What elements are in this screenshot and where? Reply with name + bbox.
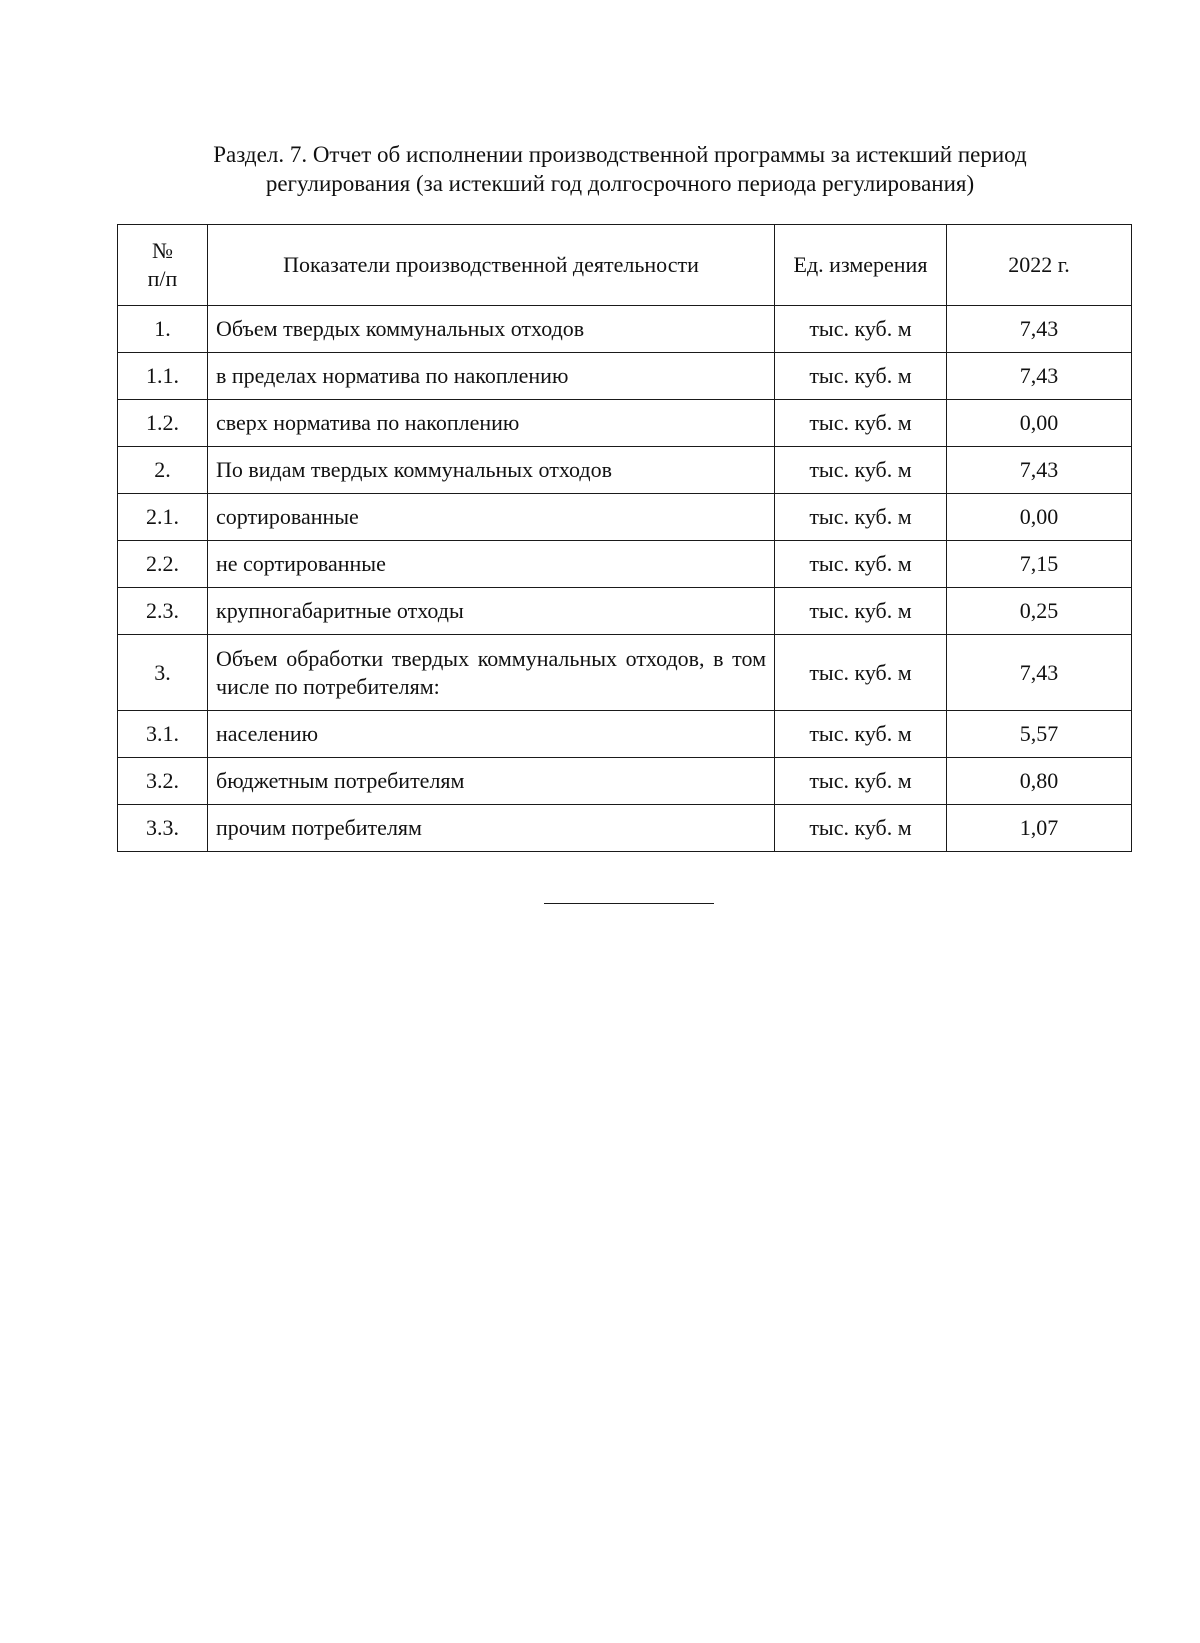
table-row [118,805,1132,852]
row-indicator: населению [208,711,775,758]
row-unit: тыс. куб. м [775,494,947,541]
table-row [118,494,1132,541]
header-indicator: Показатели производственной деятельности [208,225,775,306]
table-row [118,353,1132,400]
row-number: 3.2. [118,758,208,805]
row-number: 1.2. [118,400,208,447]
table-row [118,758,1132,805]
row-indicator: крупногабаритные отходы [208,588,775,635]
row-indicator: По видам твердых коммунальных отходов [208,447,775,494]
row-indicator: прочим потребителям [208,805,775,852]
row-indicator: Объем твердых коммунальных отходов [208,306,775,353]
row-value: 7,43 [947,635,1132,711]
row-value: 7,43 [947,447,1132,494]
row-value: 0,00 [947,400,1132,447]
row-unit: тыс. куб. м [775,400,947,447]
production-program-table [117,224,1132,852]
row-unit: тыс. куб. м [775,447,947,494]
row-unit: тыс. куб. м [775,353,947,400]
row-unit: тыс. куб. м [775,805,947,852]
end-of-document-rule [544,903,714,904]
row-value: 7,15 [947,541,1132,588]
document-title [150,140,1090,198]
row-value: 5,57 [947,711,1132,758]
row-number: 2.3. [118,588,208,635]
header-number [118,225,208,306]
row-value: 0,25 [947,588,1132,635]
document-title-line-2: регулирования (за истекший год долгосрочного периода регулирования) [265,171,975,196]
row-unit: тыс. куб. м [775,306,947,353]
row-value: 1,07 [947,805,1132,852]
row-unit: тыс. куб. м [775,635,947,711]
row-indicator: в пределах норматива по накоплению [208,353,775,400]
row-number: 3. [118,635,208,711]
row-indicator: Объем обработки твердых коммунальных отходов, в том числе по потребителям: [208,635,775,711]
row-value: 0,00 [947,494,1132,541]
table-row [118,588,1132,635]
table-row [118,635,1132,711]
header-number-sign: № [152,238,173,263]
row-indicator: не сортированные [208,541,775,588]
table-header-row [118,225,1132,306]
document-title-line-1: Раздел. 7. Отчет об исполнении производственной программы за истекший период [213,142,1027,167]
table-row [118,711,1132,758]
row-unit: тыс. куб. м [775,758,947,805]
row-number: 2. [118,447,208,494]
row-number: 2.1. [118,494,208,541]
table-row [118,306,1132,353]
row-unit: тыс. куб. м [775,588,947,635]
row-number: 3.1. [118,711,208,758]
row-number: 3.3. [118,805,208,852]
row-unit: тыс. куб. м [775,541,947,588]
table-row [118,541,1132,588]
header-number-pp: п/п [147,266,178,291]
row-unit: тыс. куб. м [775,711,947,758]
row-indicator: сортированные [208,494,775,541]
table-row [118,400,1132,447]
row-indicator: сверх норматива по накоплению [208,400,775,447]
header-unit: Ед. измерения [775,225,947,306]
row-value: 7,43 [947,353,1132,400]
row-indicator: бюджетным потребителям [208,758,775,805]
row-number: 1.1. [118,353,208,400]
row-number: 1. [118,306,208,353]
header-year: 2022 г. [947,225,1132,306]
row-value: 0,80 [947,758,1132,805]
row-number: 2.2. [118,541,208,588]
table-row [118,447,1132,494]
row-value: 7,43 [947,306,1132,353]
